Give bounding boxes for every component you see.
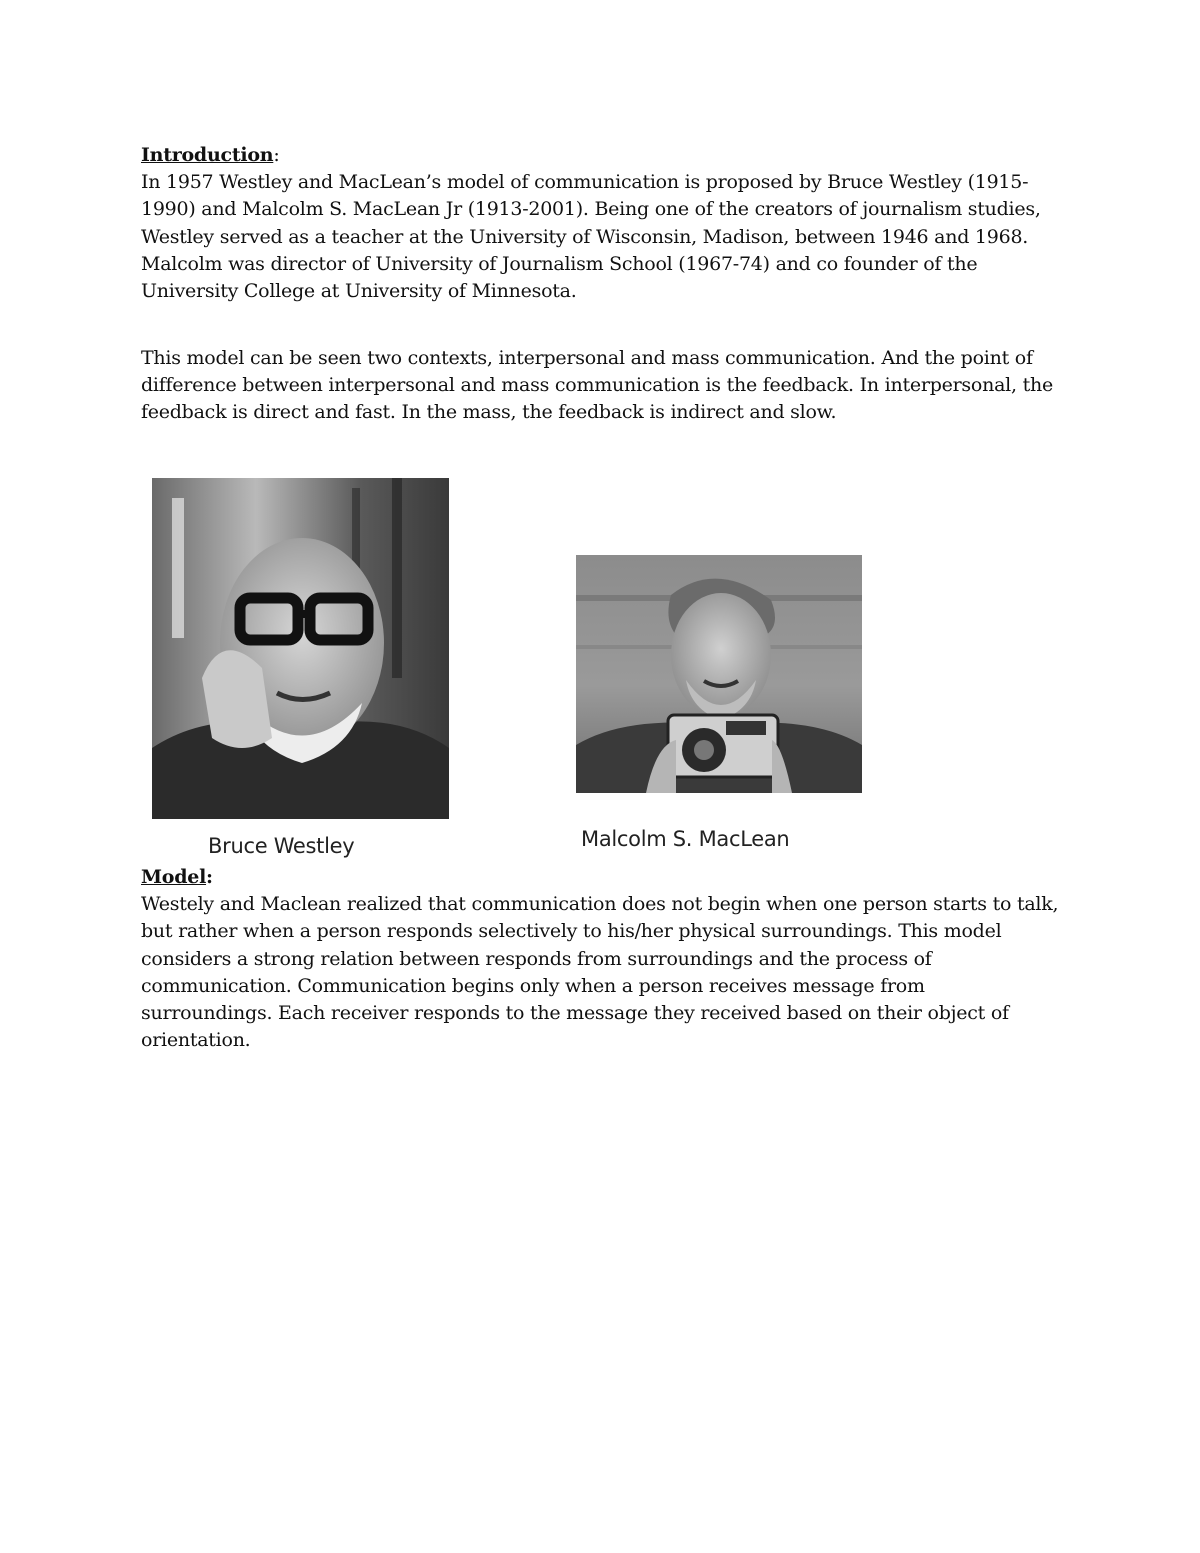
model-section [141,864,1061,1054]
intro-line: Malcolm was director of University of Journalism School (1967-74) and co founder of the [141,252,978,275]
bruce-westley-caption: Bruce Westley [208,834,355,858]
intro-line: 1990) and Malcolm S. MacLean Jr (1913-2001). Being one of the creators of journalism studies, [141,198,1041,221]
contexts-paragraph [141,345,1061,427]
model-line: surroundings. Each receiver responds to the message they received based on their object of [141,1002,1009,1025]
model-line: but rather when a person responds selectively to his/her physical surroundings. This model [141,920,1002,943]
intro-line: In 1957 Westley and MacLean’s model of communication is proposed by Bruce Westley (1915- [141,171,1029,194]
intro-heading: Introduction [141,144,274,166]
intro-section [141,142,1061,305]
model-line: communication. Communication begins only when a person receives message from [141,974,925,997]
model-heading-colon: : [206,866,213,888]
model-line: orientation. [141,1029,251,1052]
intro-line: Westley served as a teacher at the University of Wisconsin, Madison, between 1946 and 1968. [141,225,1029,248]
model-heading: Model [141,866,207,888]
intro-heading-colon: : [273,144,280,166]
intro-line: University College at University of Minnesota. [141,280,577,303]
malcolm-maclean-caption: Malcolm S. MacLean [581,827,790,851]
model-line: considers a strong relation between responds from surroundings and the process of [141,947,932,970]
model-line: Westely and Maclean realized that communication does not begin when one person starts to talk, [141,893,1059,916]
model-heading-line [141,864,1061,891]
bruce-westley-photo [152,478,449,819]
contexts-line: difference between interpersonal and mass communication is the feedback. In interpersonal, the [141,374,1053,397]
intro-heading-line [141,142,1061,169]
contexts-line: feedback is direct and fast. In the mass, the feedback is indirect and slow. [141,401,837,424]
malcolm-maclean-photo [576,555,862,793]
contexts-line: This model can be seen two contexts, interpersonal and mass communication. And the point of [141,347,1033,369]
